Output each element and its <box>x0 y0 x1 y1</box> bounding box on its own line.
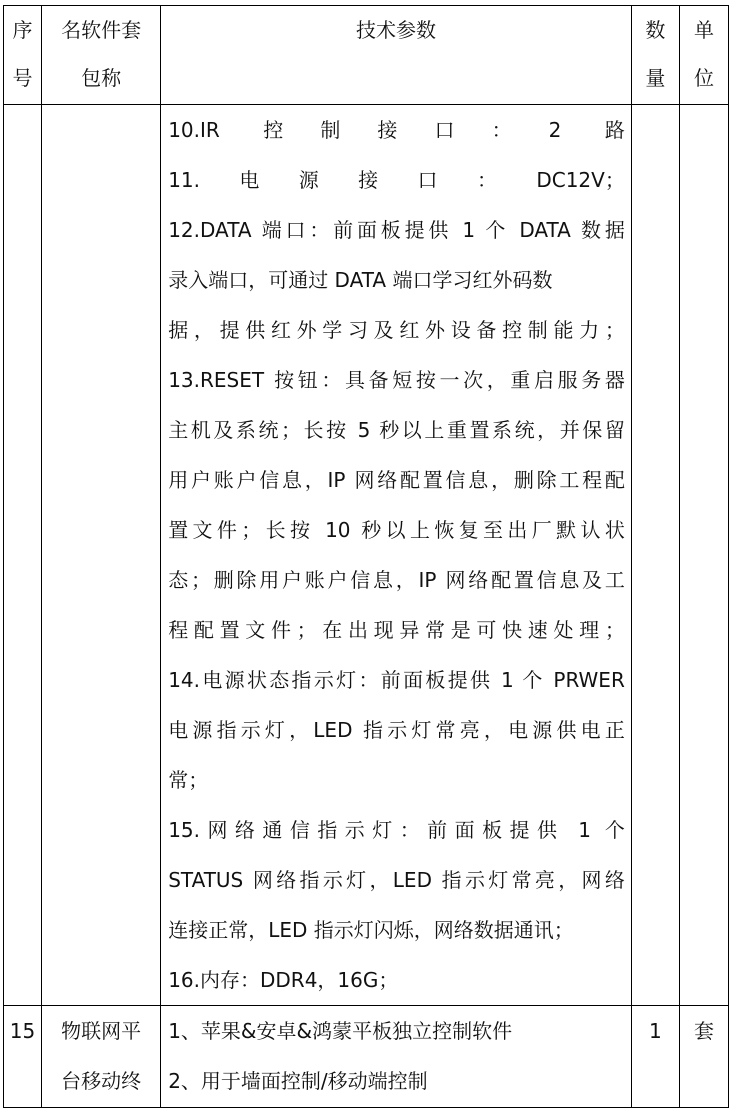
param-line: 连接正常，LED 指示灯闪烁，网络数据通讯； <box>168 918 574 942</box>
continued-name-cell <box>42 105 161 1006</box>
continued-seq-cell <box>4 105 42 1006</box>
param-line: 录入端口，可通过 DATA 端口学习红外码数 <box>168 268 553 292</box>
row15-name-line-2: 台移动终 <box>61 1069 142 1093</box>
param-line: 13.RESET 按钮：具备短按一次，重启服务器 <box>168 368 625 392</box>
row15-param-line-1: 1、苹果&安卓&鸿蒙平板独立控制软件 <box>168 1019 513 1043</box>
header-params-label: 技术参数 <box>356 18 437 42</box>
row15-unit-cell: 套 <box>679 1006 728 1108</box>
header-seq-line-1: 序 <box>12 18 33 42</box>
param-line: 15.网络通信指示灯：前面板提供 1 个 <box>168 818 625 842</box>
param-line: 置文件；长按 10 秒以上恢复至出厂默认状 <box>168 518 625 542</box>
param-line: 程配置文件；在出现异常是可快速处理； <box>168 618 625 642</box>
header-unit <box>679 6 728 105</box>
header-qty-line-2: 量 <box>645 66 666 90</box>
header-seq <box>4 6 42 105</box>
header-row <box>4 6 729 105</box>
row15-name-cell <box>42 1006 161 1108</box>
table-row-15 <box>4 1006 729 1108</box>
header-name-line-1: 名软件套 <box>61 18 142 42</box>
param-line: 11.电源接口：DC12V； <box>168 168 625 192</box>
param-line: 用户账户信息，IP 网络配置信息，删除工程配 <box>168 468 625 492</box>
param-line: 14.电源状态指示灯：前面板提供 1 个 PRWER <box>168 668 625 692</box>
continued-qty-cell <box>631 105 679 1006</box>
header-params <box>161 6 632 105</box>
spec-table <box>3 5 729 1108</box>
row15-param-line-2: 2、用于墙面控制/移动端控制 <box>168 1069 428 1093</box>
param-line: STATUS 网络指示灯，LED 指示灯常亮，网络 <box>168 868 625 892</box>
row15-qty-cell: 1 <box>631 1006 679 1108</box>
header-name <box>42 6 161 105</box>
header-unit-line-1: 单 <box>693 18 714 42</box>
row15-seq-cell: 15 <box>4 1006 42 1108</box>
header-name-line-2: 包称 <box>81 66 122 90</box>
header-unit-line-2: 位 <box>693 66 714 90</box>
param-line: 常； <box>168 768 209 792</box>
row15-name-line-1: 物联网平 <box>61 1019 142 1043</box>
param-line: 态；删除用户账户信息，IP 网络配置信息及工 <box>168 568 625 592</box>
header-qty-line-1: 数 <box>645 18 666 42</box>
param-line: 电源指示灯，LED 指示灯常亮，电源供电正 <box>168 718 625 742</box>
continued-row <box>4 105 729 1006</box>
param-line: 16.内存：DDR4，16G； <box>168 968 399 992</box>
header-seq-line-2: 号 <box>12 66 33 90</box>
param-line: 12.DATA 端口：前面板提供 1 个 DATA 数据 <box>168 218 625 242</box>
header-qty <box>631 6 679 105</box>
param-line: 10.IR 控制接口：2 路 <box>168 118 625 142</box>
param-line: 主机及系统；长按 5 秒以上重置系统，并保留 <box>168 418 625 442</box>
continued-unit-cell <box>679 105 728 1006</box>
param-line: 据，提供红外学习及红外设备控制能力； <box>168 318 625 342</box>
continued-params-cell <box>161 105 632 1006</box>
row15-params-cell <box>161 1006 632 1108</box>
